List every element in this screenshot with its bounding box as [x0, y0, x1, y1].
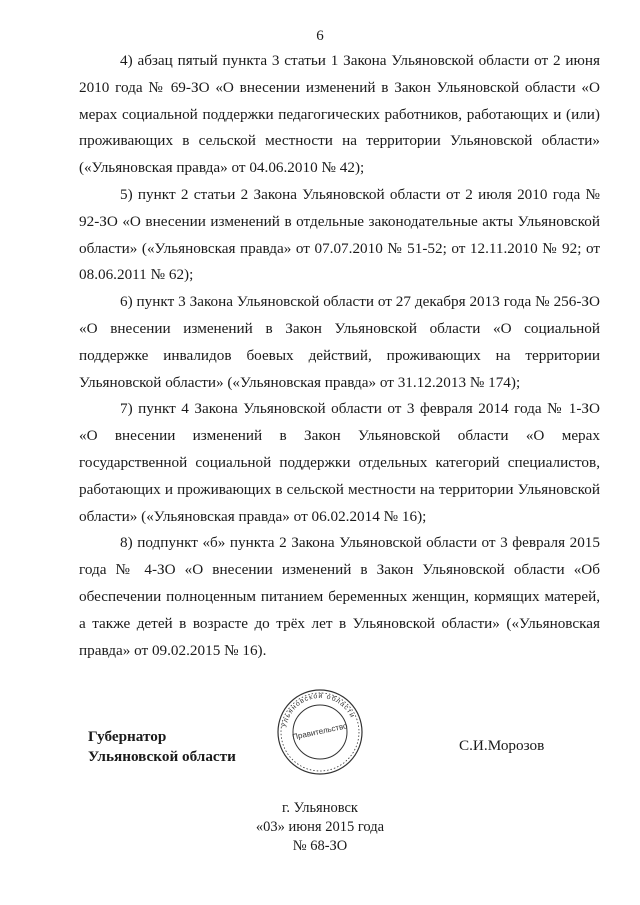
stamp-center-text: Правительство — [291, 721, 349, 742]
paragraph-item-7: 7) пункт 4 Закона Ульяновской области от 3 февраля 2014 года № 1-ЗО «О внесении изменений в Закон Ульяновской области «О мерах государственной социальной поддержки отдельных категорий специалистов, работающих и проживающих в сельской местности на территории Ульяновской области» («Ульяновская правда» от 06.02.2014 № 16); — [79, 400, 600, 525]
signatory-title-line2: Ульяновской области — [88, 748, 236, 765]
footer-number: № 68-ЗО — [292, 838, 348, 854]
paragraph-item-6: 6) пункт 3 Закона Ульяновской области от 27 декабря 2013 года № 256-ЗО «О внесении изменений в Закон Ульяновской области «О социальной поддержке инвалидов боевых действий, проживающих на территории Ульяновской области» («Ульяновская правда» от 31.12.2013 № 174); — [79, 293, 600, 391]
document-footer — [0, 799, 640, 856]
footer-date: «03» июня 2015 года — [255, 819, 385, 835]
signatory-name: С.И.Морозов — [459, 737, 545, 754]
signatory-title-line1: Губернатор — [88, 728, 167, 745]
footer-city: г. Ульяновск — [282, 800, 358, 816]
paragraph-item-4: 4) абзац пятый пункта 3 статьи 1 Закона Ульяновской области от 2 июня 2010 года № 69-ЗО «О внесении изменений в Закон Ульяновской области «О мерах социальной поддержки педагогических работников, работающих и (или) проживающих в сельской местности на территории Ульяновской области» («Ульяновская правда» от 04.06.2010 № 42); — [79, 52, 600, 177]
page-number: 6 — [316, 28, 324, 44]
official-stamp-seal — [276, 688, 364, 776]
stamp-ring-text: Ульяновской области — [281, 692, 356, 729]
paragraph-item-5: 5) пункт 2 статьи 2 Закона Ульяновской области от 2 июля 2010 года № 92-ЗО «О внесении изменений в отдельные законодательные акты Ульяновской области» («Ульяновская правда» от 07.07.2010 № 51-52; от 12.11.2010 № 92; от 08.06.2011 № 62); — [79, 185, 600, 284]
paragraph-item-8: 8) подпункт «б» пункта 2 Закона Ульяновской области от 3 февраля 2015 года № 4-ЗО «О внесении изменений в Закон Ульяновской области «Об обеспечении полноценным питанием беременных женщин, кормящих матерей, а также детей в возрасте до трёх лет в Ульяновской области» («Ульяновская правда» от 09.02.2015 № 16). — [79, 534, 600, 659]
document-body — [79, 48, 600, 664]
signatory-title — [88, 727, 236, 767]
